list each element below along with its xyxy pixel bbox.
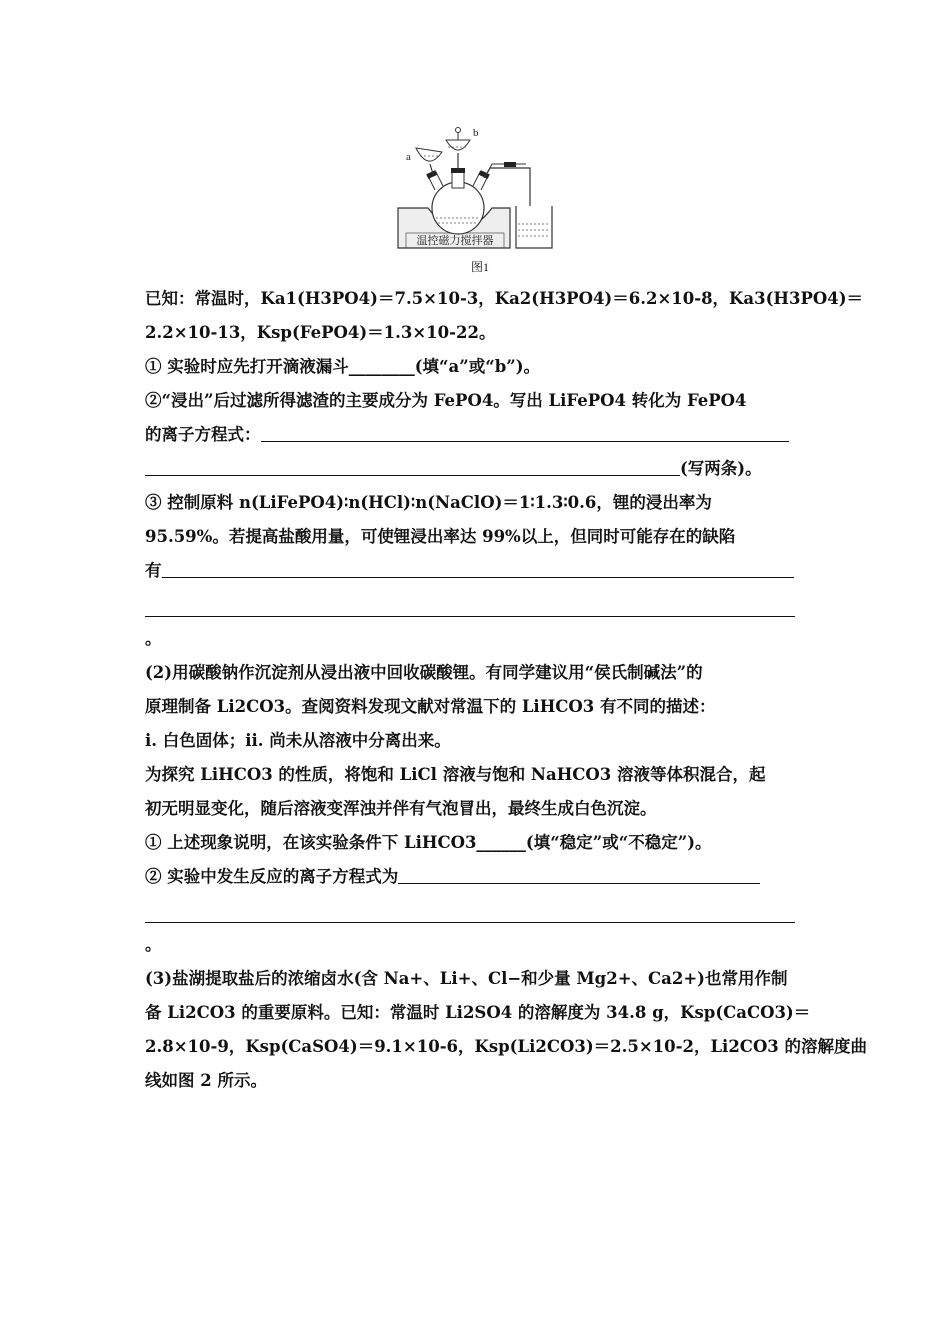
q2-line-2: 原理制备 Li2CO3。查阅资料发现文献对常温下的 LiHCO3 有不同的描述： — [145, 697, 716, 716]
q2-line-3: ⅰ. 白色固体；ⅱ. 尚未从溶液中分离出来。 — [145, 731, 451, 750]
q2-line-1: (2)用碳酸钠作沉淀剂从浸出液中回收碳酸锂。有同学建议用“侯氏制碱法”的 — [145, 663, 703, 682]
q1-item-3-line-1: ③ 控制原料 n(LiFePO4)∶n(HCl)∶n(NaClO)＝1∶1.3∶0.6，锂的浸出率为 — [145, 493, 712, 512]
q1-item-2-line-3 — [145, 452, 807, 486]
q2-blank-line — [145, 894, 807, 928]
q2-line-4: 为探究 LiHCO3 的性质，将饱和 LiCl 溶液与饱和 NaHCO3 溶液等体积混合，起 — [145, 765, 766, 784]
question-content — [145, 282, 868, 1098]
beaker — [516, 206, 552, 248]
q2-item-1: ① 上述现象说明，在该实验条件下 LiHCO3______(填“稳定”或“不稳定”)。 — [145, 833, 712, 852]
answer-blank[interactable] — [398, 861, 760, 884]
q3-line-1: (3)盐湖提取盐后的浓缩卤水(含 Na+、Li+、Cl−和少量 Mg2+、Ca2+)也常用作制 — [145, 969, 788, 988]
q2-line-5: 初无明显变化，随后溶液变浑浊并伴有气泡冒出，最终生成白色沉淀。 — [145, 799, 657, 818]
q1-item-2-line-1: ②“浸出”后过滤所得滤渣的主要成分为 FePO4。写出 LiFePO4 转化为 FePO4 — [145, 391, 747, 410]
q1-end-mark: 。 — [145, 629, 162, 648]
q1-item-1: ① 实验时应先打开滴液漏斗________(填“a”或“b”)。 — [145, 357, 541, 376]
q3-line-2: 备 Li2CO3 的重要原料。已知：常温时 Li2SO4 的溶解度为 34.8 g，Ksp(CaCO3)＝ — [145, 1003, 811, 1022]
answer-blank[interactable] — [145, 453, 680, 476]
funnel-b-label: b — [473, 127, 479, 139]
answer-blank[interactable] — [145, 900, 795, 923]
figure-caption: 图1 — [470, 260, 489, 274]
q1-item-3-line-2: 95.59%。若提高盐酸用量，可使锂浸出率达 99%以上，但同时可能存在的缺陷 — [145, 527, 736, 546]
funnel-a-label: a — [406, 151, 411, 163]
q2-item-2 — [145, 860, 807, 894]
q3-line-3: 2.8×10-9，Ksp(CaSO4)＝9.1×10-6，Ksp(Li2CO3)＝2.5×10-2，Li2CO3 的溶解度曲 — [145, 1037, 868, 1056]
q1-item-2-prefix: 的离子方程式： — [145, 425, 261, 444]
q3-line-4: 线如图 2 所示。 — [145, 1071, 267, 1090]
answer-blank[interactable] — [261, 419, 789, 442]
q1-item-3-prefix: 有 — [145, 561, 162, 580]
q1-blank-line — [145, 588, 807, 622]
q1-item-2-line-2 — [145, 418, 807, 452]
q2-end-mark: 。 — [145, 935, 162, 954]
stirrer-label: 温控磁力搅拌器 — [416, 235, 494, 247]
three-neck-flask — [432, 182, 484, 234]
apparatus-diagram — [380, 120, 580, 260]
answer-blank[interactable] — [145, 594, 795, 617]
known-line-2: 2.2×10-13，Ksp(FePO4)＝1.3×10-22。 — [145, 323, 496, 342]
answer-blank[interactable] — [162, 555, 794, 578]
apparatus-figure — [380, 120, 580, 280]
q1-item-3-line-3 — [145, 554, 807, 588]
q1-item-2-tail: (写两条)。 — [680, 459, 762, 478]
q2-item-2-prefix: ② 实验中发生反应的离子方程式为 — [145, 867, 399, 886]
known-line-1: 已知：常温时，Ka1(H3PO4)＝7.5×10-3，Ka2(H3PO4)＝6.2×10-8，Ka3(H3PO4)＝ — [145, 289, 864, 308]
